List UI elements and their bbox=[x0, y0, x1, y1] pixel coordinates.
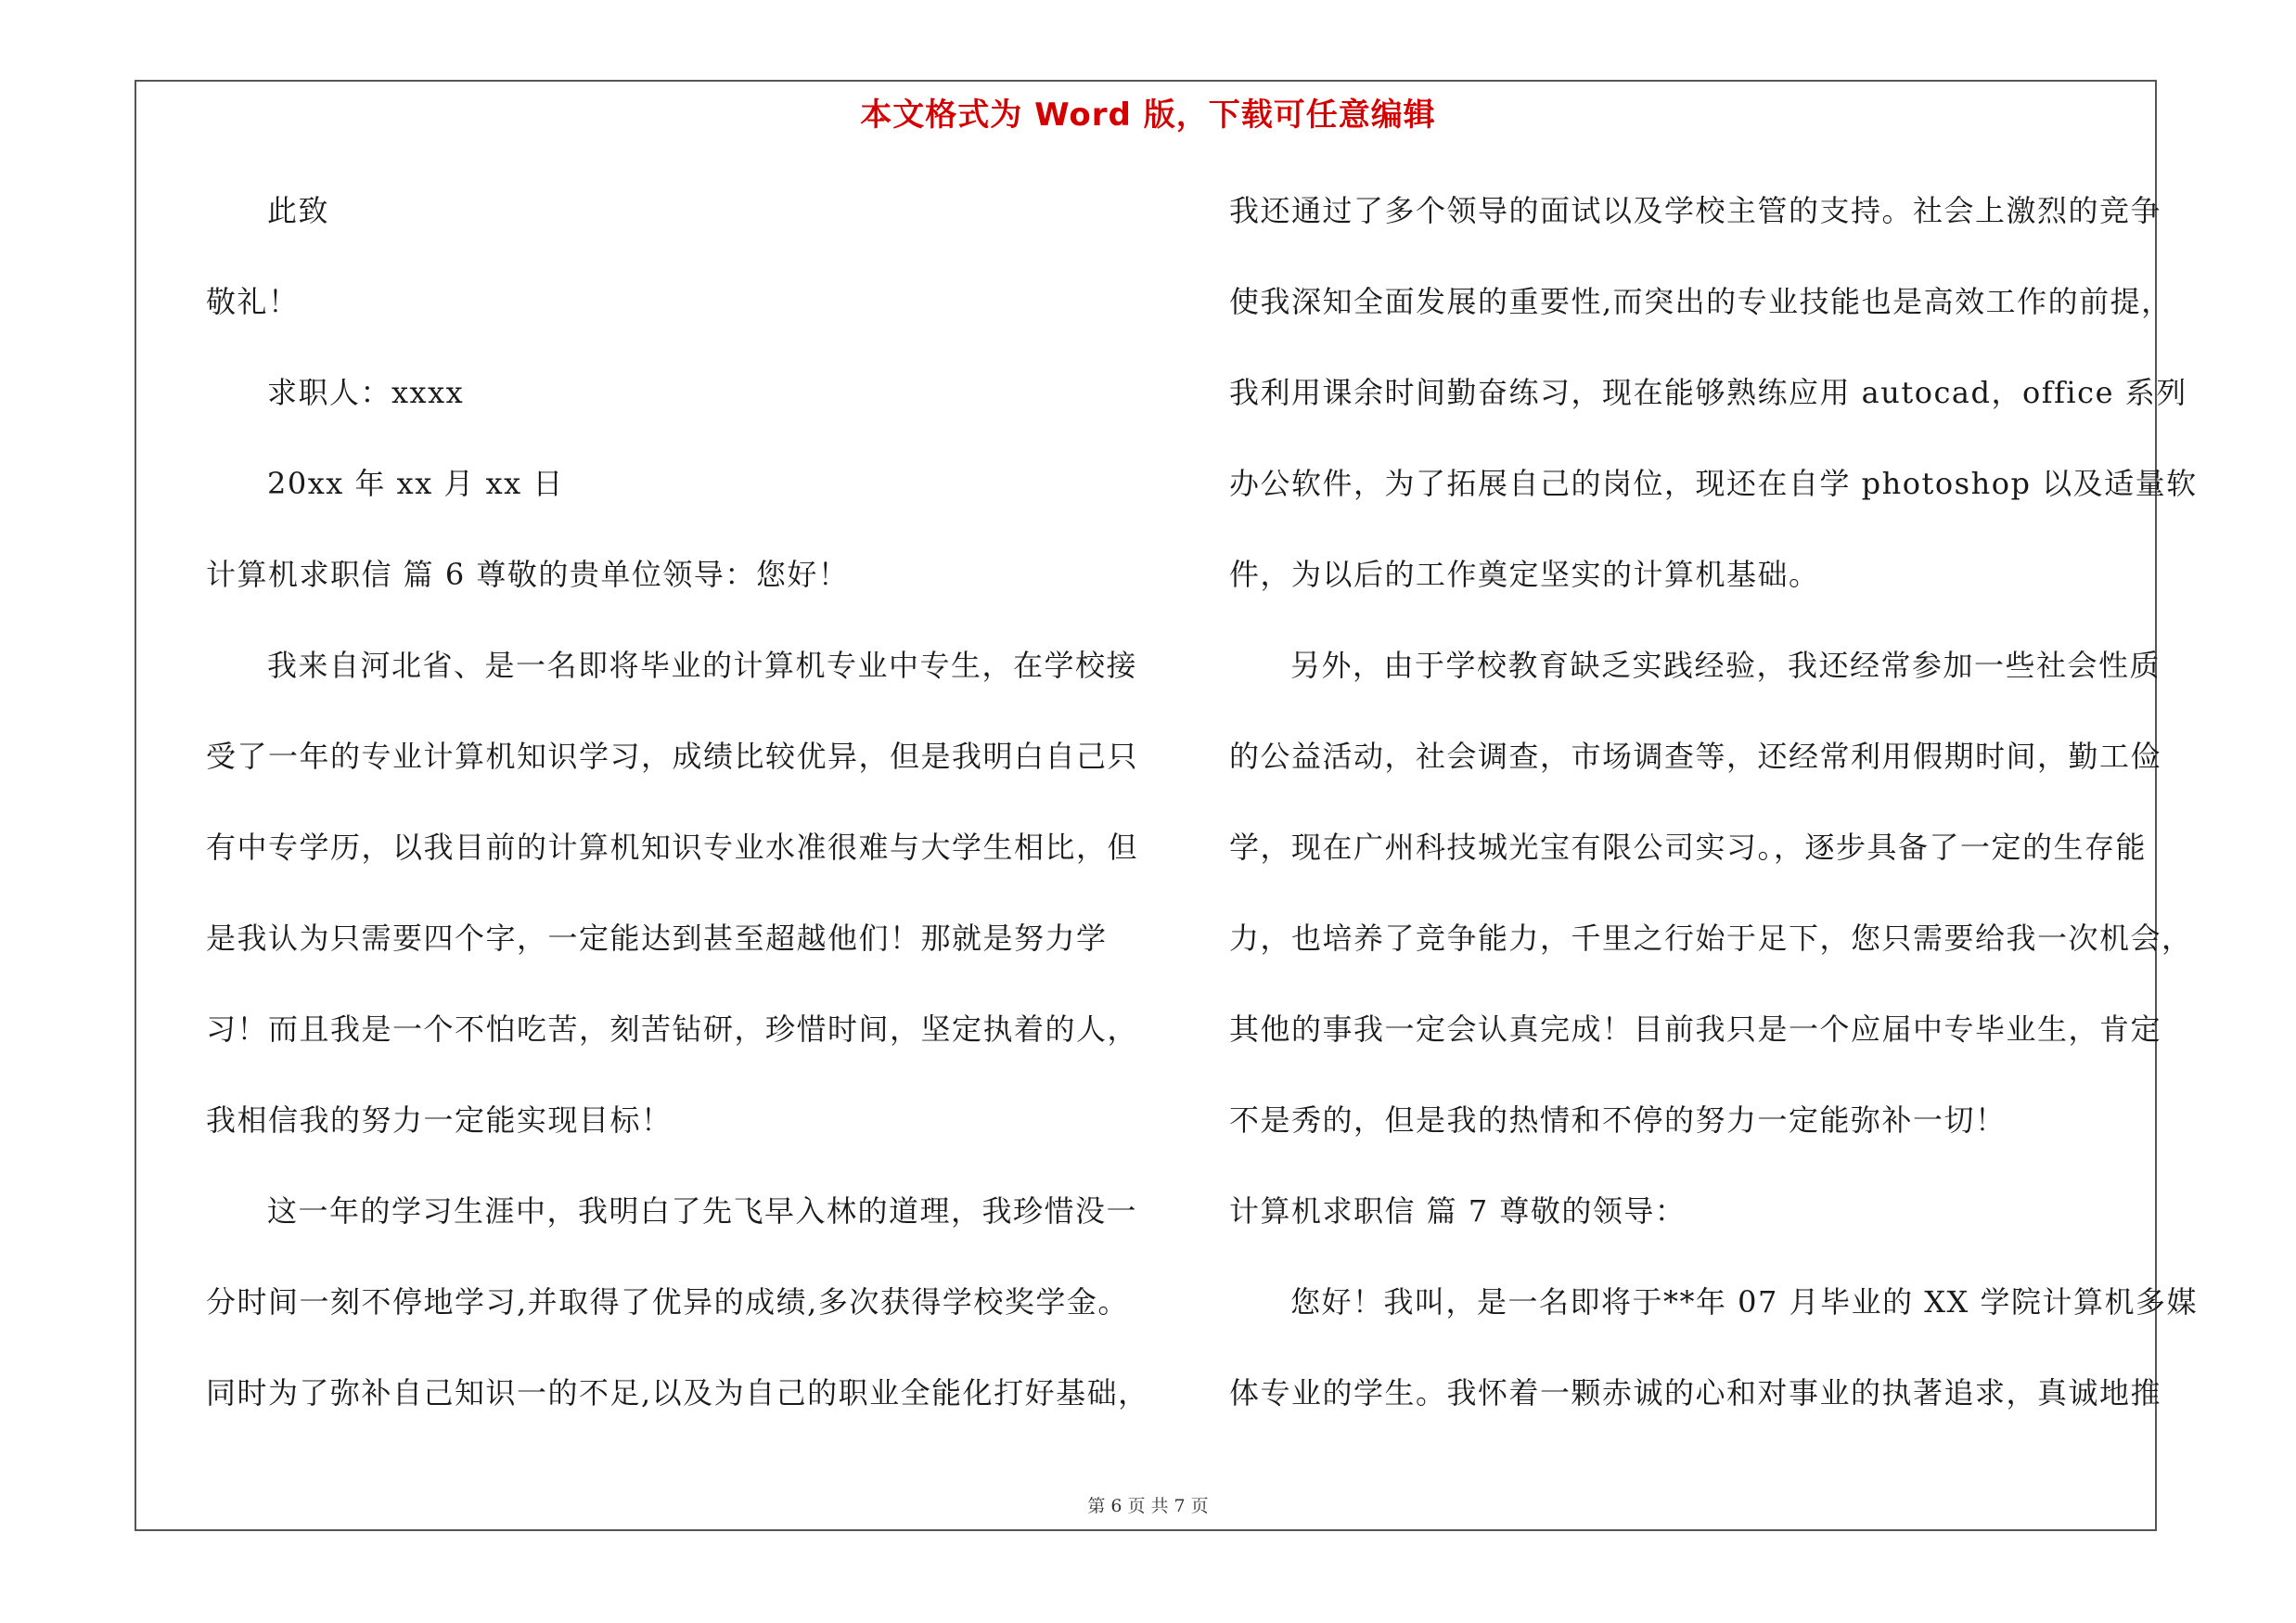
left-column bbox=[206, 181, 1149, 1454]
paragraph-line: 分时间一刻不停地学习,并取得了优异的成绩,多次获得学校奖学金。 bbox=[206, 1284, 1129, 1320]
paragraph-line: 有中专学历，以我目前的计算机知识专业水准很难与大学生相比，但 bbox=[206, 830, 1139, 865]
paragraph-line: 敬礼！ bbox=[206, 284, 300, 319]
paragraph-line: 计算机求职信 篇 7 尊敬的领导： bbox=[1229, 1193, 1687, 1229]
paragraph-line: 是我认为只需要四个字，一定能达到甚至超越他们！那就是努力学 bbox=[206, 921, 1108, 956]
paragraph-line: 我相信我的努力一定能实现目标！ bbox=[206, 1102, 673, 1138]
paragraph-line: 这一年的学习生涯中，我明白了先飞早入林的道理，我珍惜没一 bbox=[267, 1193, 1138, 1229]
paragraph-line: 使我深知全面发展的重要性,而突出的专业技能也是高效工作的前提， bbox=[1229, 284, 2173, 319]
paragraph-line: 不是秀的，但是我的热情和不停的努力一定能弥补一切！ bbox=[1229, 1102, 2007, 1138]
paragraph-line: 其他的事我一定会认真完成！目前我只是一个应届中专毕业生，肯定 bbox=[1229, 1011, 2162, 1047]
paragraph-line: 件，为以后的工作奠定坚实的计算机基础。 bbox=[1229, 557, 1820, 592]
paragraph-line: 求职人：xxxx bbox=[267, 375, 465, 410]
paragraph-line: 的公益活动，社会调查，市场调查等，还经常利用假期时间，勤工俭 bbox=[1229, 739, 2162, 774]
paragraph-line: 同时为了弥补自己知识一的不足,以及为自己的职业全能化打好基础， bbox=[206, 1375, 1149, 1410]
paragraph-line: 另外，由于学校教育缺乏实践经验，我还经常参加一些社会性质 bbox=[1290, 648, 2161, 683]
paragraph-line: 计算机求职信 篇 6 尊敬的贵单位领导：您好！ bbox=[206, 557, 850, 592]
paragraph-line: 受了一年的专业计算机知识学习，成绩比较优异，但是我明白自己只 bbox=[206, 739, 1139, 774]
paragraph-line: 我来自河北省、是一名即将毕业的计算机专业中专生，在学校接 bbox=[267, 648, 1138, 683]
paragraph-line: 习！而且我是一个不怕吃苦，刻苦钻研，珍惜时间，坚定执着的人， bbox=[206, 1011, 1139, 1047]
paragraph-line: 此致 bbox=[267, 193, 330, 228]
paragraph-line: 体专业的学生。我怀着一颗赤诚的心和对事业的执著追求，真诚地推 bbox=[1229, 1375, 2162, 1410]
paragraph-line: 力，也培养了竞争能力，千里之行始于足下，您只需要给我一次机会， bbox=[1229, 921, 2193, 956]
paragraph-line: 办公软件，为了拓展自己的岗位，现还在自学 photoshop 以及适量软 bbox=[1229, 466, 2198, 501]
paragraph-line: 我利用课余时间勤奋练习，现在能够熟练应用 autocad，office 系列 bbox=[1229, 375, 2187, 410]
paragraph-line: 20xx 年 xx 月 xx 日 bbox=[267, 466, 564, 501]
document-banner: 本文格式为 Word 版，下载可任意编辑 bbox=[860, 97, 1436, 134]
paragraph-line: 学，现在广州科技城光宝有限公司实习。，逐步具备了一定的生存能 bbox=[1229, 830, 2148, 865]
paragraph-line: 我还通过了多个领导的面试以及学校主管的支持。社会上激烈的竞争 bbox=[1229, 193, 2162, 228]
page-number: 第 6 页 共 7 页 bbox=[1087, 1496, 1209, 1516]
paragraph-line: 您好！我叫，是一名即将于**年 07 月毕业的 XX 学院计算机多媒 bbox=[1290, 1284, 2198, 1320]
right-column bbox=[1229, 181, 2198, 1454]
